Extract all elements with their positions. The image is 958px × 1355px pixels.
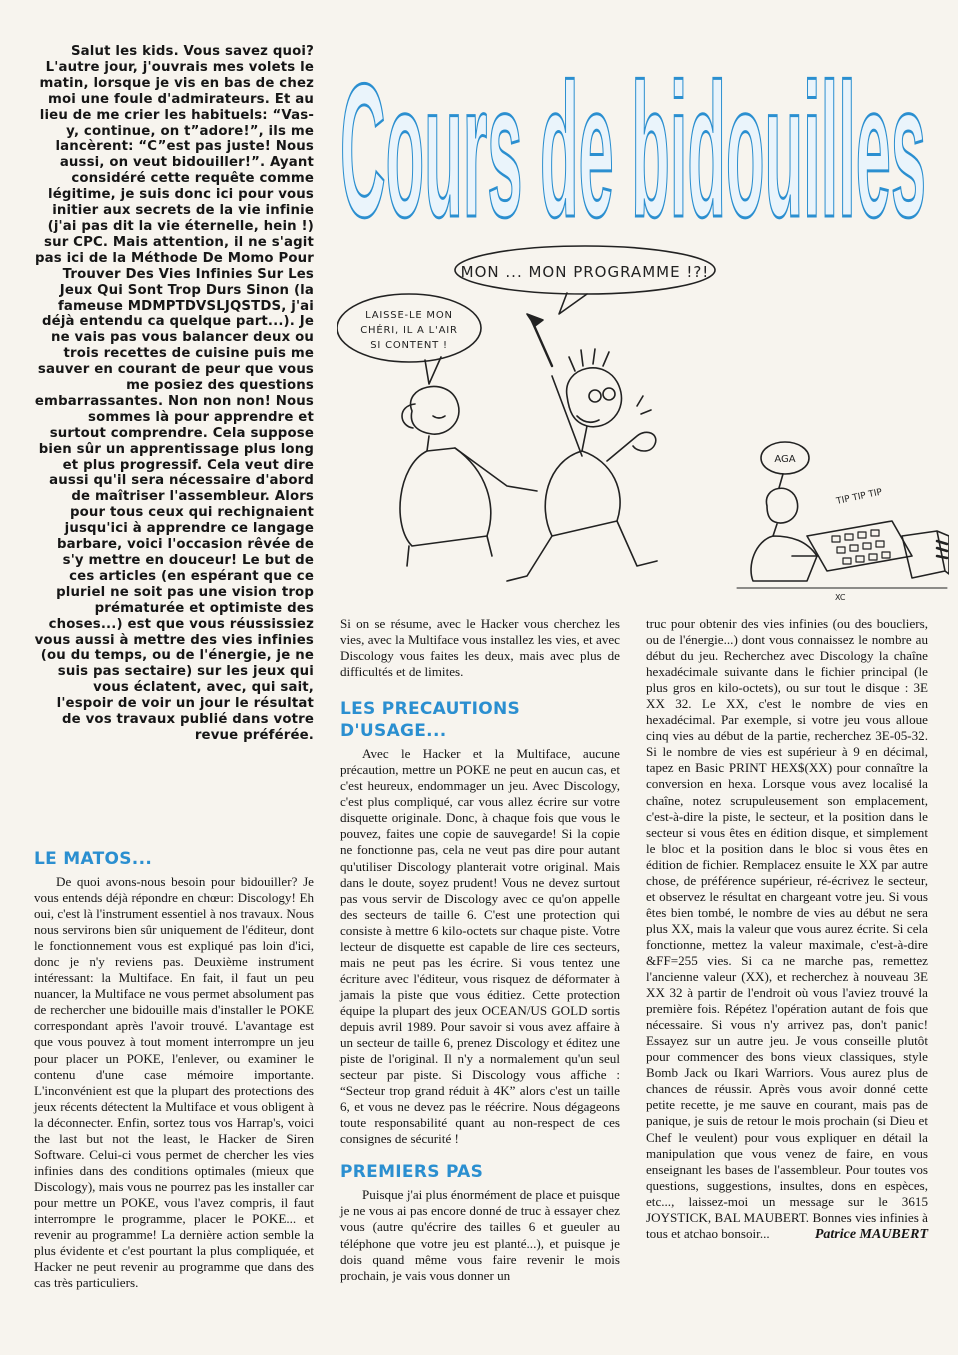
heading-precautions: LES PRECAUTIONS D'USAGE... — [340, 699, 521, 742]
heading-le-matos: LE MATOS... — [34, 849, 153, 869]
column-left — [34, 848, 314, 1291]
premiers-pas-paragraph: Puisque j'ai plus énormément de place et puisque je ne vous ai pas encore donné de truc à essayer chez vous (autre qu'écrire des tailles 6 et gueuler au téléphone que votre jeu est planté...), et puisque je dois quand même vous faire revenir le mois prochain, je vais vous donner un — [340, 1187, 620, 1283]
typing-sound-text: TIP TIP TIP — [835, 487, 884, 507]
author-signature: Patrice MAUBERT — [814, 1226, 928, 1242]
precautions-paragraph: Avec le Hacker et la Multiface, aucune précaution, mettre un POKE ne peut en aucun cas, et c'est heureux, endommager un jeu. Avec Discology, c'est plus compliqué, car vous allez écrire sur votre disquette originale. Donc, à chaque fois que vous le pouvez, faites une copie de sauvegarde! Si la copie ne fonctionne pas, cela ne veut pas dire pour autant qu'utiliser Discology planterait votre original. Mais dans le doute, soyez prudent! Vous ne devez surtout pas vous servir de Discology avec ce qu'on appelle des secteurs de taille 6. C'est une protection qui consiste à mettre 6 kilo-octets sur chaque piste. Votre lecteur de disquette est capable de lire ces secteurs, mais ne peut pas les écrire. Si vous tentez une écriture avec l'éditeur, vous risquez de déformater à jamais la piste que vous éditiez. Cette protection équipe la plupart des jeux OCEAN/US GOLD sortis depuis avril 1989. Pour savoir si vous avez affaire à un secteur de taille 6, prenez Discology et éditez une piste de l'original. Il n'y a normalement qu'un seul secteur par piste. Si Discology vous affiche : “Secteur trop grand réduit à 4K” alors c'est un taille 6, et vous ne devez pas le réécrire. Nous dégageons toute responsabilité quant au non-respect de ces consignes de sécurité ! — [340, 746, 620, 1147]
recipe-paragraph: truc pour obtenir des vies infinies (ou des boucliers, ou de l'énergie...) dont vous connaissez le nombre au début du jeu. Recherchez avec Discology la chaîne hexadécimale suivante dans le fichier principal (le plus gros en kilo-octets), ou sur tout le disque : 3E XX 32. Le XX, c'est le nombre de vies en hexadécimal. Par exemple, si votre jeu vous alloue cinq vies au début de la partie, recherchez 3E-05-32. Si le nombre de vies est supérieur à 9 en décimal, tapez en Basic PRINT HEX$(XX) pour connaître la conversion en hexa. Lorsque vous avez localisé la chaîne, notez scrupuleusement son emplacement, c'est-à-dire la piste, le secteur, et la position dans le secteur si vous êtes en édition disque, et simplement le bloc et la position dans le bloc si vous êtes en édition de fichier. Remplacez ensuite le XX par autre chose, de préférence supérieur, ré-écrivez le secteur, et observez le résultat en chargeant votre jeu. Si vous êtes bien tombé, le nombre de vies au début ne sera plus XX, mais la valeur que vous aurez écrite. Si cela fonctionne, mettez la valeur maximale, c'est-à-dire &FF=255 vies. Si ca ne marche pas, remettez l'ancienne valeur (XX), et recherchez à nouveau 3E XX 32 à partir de l'endroit où vous l'aviez trouvé la première fois. Répétez l'opération autant de fois que nécessaire. Si vous n'y arrivez pas, don't panic! Essayez sur un autre jeu. Je vous conseille plutôt pour commencer des bons vieux classiques, style Bomb Jack ou Ikari Warriors. Vous aurez plus de chances de réussir. Après vous avoir donné cette petite recette, je me sauve en courant, mais pas de panique, je suis de retour le mois prochain (si Dieu et Chef le veulent) pour vous expliquer en détail la manipulation que vous venez de faire, en vous enseignant les bases de l'assembleur. Pour toutes vos questions, suggestions, insultes, dons en espèces, etc..., laissez-moi un message sur le 3615 JOYSTICK, BAL MAUBERT. Bonnes vies infinies à tous et atchao bonsoir... — [646, 616, 928, 1241]
title-text: Cours de bidouilles — [340, 48, 926, 226]
cartoon-illustration — [337, 236, 949, 610]
title-graphic — [337, 48, 929, 226]
bubble-left-line3: SI CONTENT ! — [370, 340, 448, 351]
bubble-left-line1: LAISSE-LE MON — [365, 310, 453, 321]
matos-paragraph: De quoi avons-nous besoin pour bidouiller? Je vous entends déjà répondre en chœur: Discology! Eh oui, c'est là l'instrument essentiel à nos travaux. Nous nous servirons bien sûr uniquement de l'éditeur, dont le fonctionnement vous est expliqué pas loin d'ici, donc je n'y reviens pas. Deuxième instrument intéressant: la Multiface. En fait, il faut un peu nuancer, la Multiface ne vous permet absolument pas de rechercher une bidouille mais d'installer le POKE correspondant après l'avoir trouvé. L'avantage est que vous pouvez à tout moment interrompre un jeu pour placer un POKE, l'enlever, ou examiner le contenu d'une case mémoire importante. L'inconvénient est que la plupart des protections des jeux récents détectent la Multiface et vous obligent à la déconnecter. Enfin, sortez tous vos Harrap's, voici the last but not the least, le Hacker de Siren Software. Celui-ci vous permet de chercher les vies infinies dans des conditions optimales (mieux que Discology), mais vous ne pourrez pas les installer car pour mettre un POKE, vous l'avez compris, il faut interrompre le programme, placer le POKE... et revenir au programme! La dernière action semble la plus évidente et c'est pourtant la plus compliquée, et Hacker ne peut revenir au programme que dans des cas très particuliers. — [34, 874, 314, 1291]
artist-signature: XC — [835, 593, 846, 602]
bubble-top-text: MON ... MON PROGRAMME !?! — [460, 263, 710, 281]
heading-premiers-pas: PREMIERS PAS — [340, 1162, 484, 1183]
intro-paragraph: Salut les kids. Vous savez quoi? L'autre jour, j'ouvrais mes volets le matin, lorsque je vis en bas de chez moi une foule d'admirateurs. Et au lieu de me crier les habituels: “Vas-y, continue, on t”adore!”, ils me lancèrent: “C”est pas juste! Nous aussi, on veut bidouiller!”. Ayant considéré cette requête comme légitime, je suis donc ici pour vous initier aux secrets de la vie infinie (j'ai pas dit la vie éternelle, hein !) sur CPC. Mais attention, il ne s'agit pas ici de la Méthode De Momo Pour Trouver Des Vies Infinies Sur Les Jeux Qui Sont Trop Durs Sinon (la fameuse MDMPTDVSLJQSTDS, j'ai déjà entendu ca quelque part...). Je ne vais pas vous balancer deux ou trois recettes de cuisine puis me sauver en courant de peur que vous me posiez des questions embarrassantes. Non non non! Nous sommes là pour apprendre et surtout comprendre. Cela suppose bien sûr un apprentissage plus long et plus progressif. Cela veut dire aussi qu'il sera nécessaire d'abord de maîtriser l'assembleur. Alors pour tous ceux qui rechignaient jusqu'ici à apprendre ce langage barbare, voici l'occasion rêvée de s'y mettre en douceur! Le but de ces articles (en espérant que ce pluriel ne soit pas une vision trop prématurée et optimiste des choses...) est que vous réussissiez vous aussi à mettre des vies infinies (ou du temps, ou de l'énergie, je ne suis pas sectaire) sur les jeux qui vous éclatent, avec, qui sait, l'espoir de voir un jour le résultat de vos travaux publié dans votre revue préférée. — [34, 44, 314, 743]
column-middle — [340, 616, 620, 1284]
bubble-left-line2: CHÉRI, IL A L'AIR — [360, 325, 458, 336]
cartoon-drawing — [337, 236, 949, 610]
column-right — [646, 616, 928, 1243]
bubble-right-text: AGA — [774, 454, 796, 465]
summary-paragraph: Si on se résume, avec le Hacker vous cherchez les vies, avec la Multiface vous installez les vies, et avec Discology vous faites les deux, mais avec plus de difficultés et de limites. — [340, 616, 620, 680]
page-title — [337, 48, 929, 226]
